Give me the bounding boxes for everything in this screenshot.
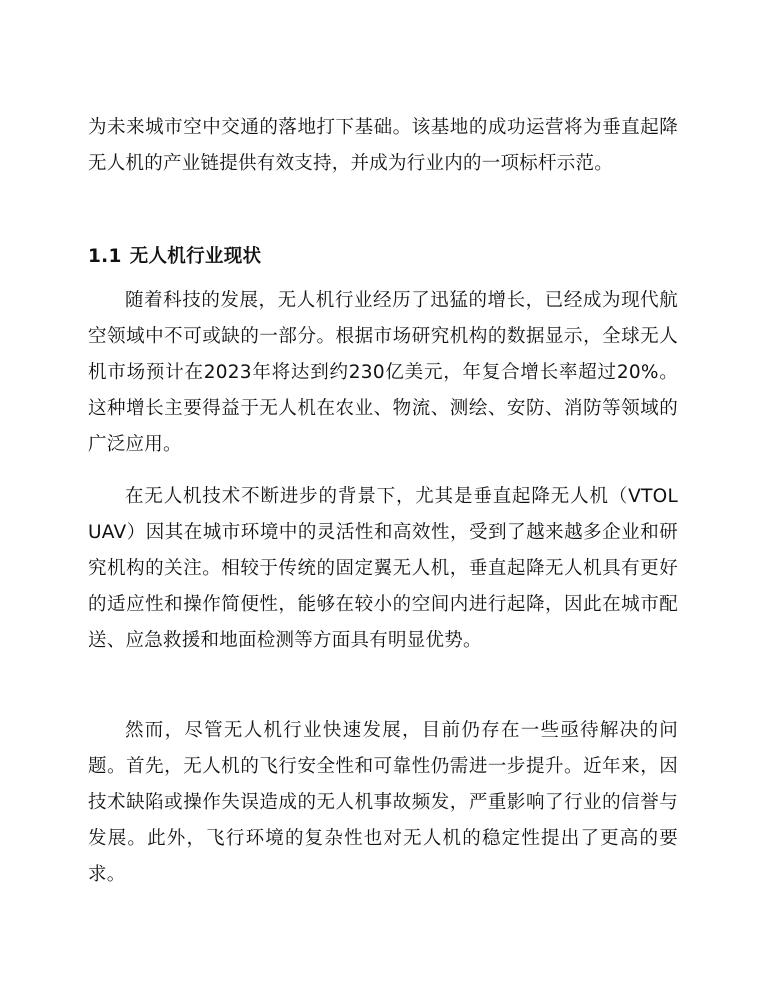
paragraph-industry-growth: 随着科技的发展，无人机行业经历了迅猛的增长，已经成为现代航空领域中不可或缺的一部分。根据市场研究机构的数据显示，全球无人机市场预计在2023年将达到约230亿美元，年复合增长率超过20%。这种增长主要得益于无人机在农业、物流、测绘、安防、消防等领域的广泛应用。 <box>88 290 678 455</box>
section-heading <box>88 242 261 272</box>
section-number: 1.1 <box>88 246 122 267</box>
paragraph-industry-problems: 然而，尽管无人机行业快速发展，目前仍存在一些亟待解决的问题。首先，无人机的飞行安全性和可靠性仍需进一步提升。近年来，因技术缺陷或操作失误造成的无人机事故频发，严重影响了行业的信誉与发展。此外，飞行环境的复杂性也对无人机的稳定性提出了更高的要求。 <box>88 720 678 885</box>
paragraph-intro-continued: 为未来城市空中交通的落地打下基础。该基地的成功运营将为垂直起降无人机的产业链提供有效支持，并成为行业内的一项标杆示范。 <box>88 117 678 174</box>
paragraph-vtol-advantages: 在无人机技术不断进步的背景下，尤其是垂直起降无人机（VTOL UAV）因其在城市环境中的灵活性和高效性，受到了越来越多企业和研究机构的关注。相较于传统的固定翼无人机，垂直起降无人机具有更好的适应性和操作简便性，能够在较小的空间内进行起降，因此在城市配送、应急救援和地面检测等方面具有明显优势。 <box>88 486 678 651</box>
section-title: 无人机行业现状 <box>129 246 262 267</box>
